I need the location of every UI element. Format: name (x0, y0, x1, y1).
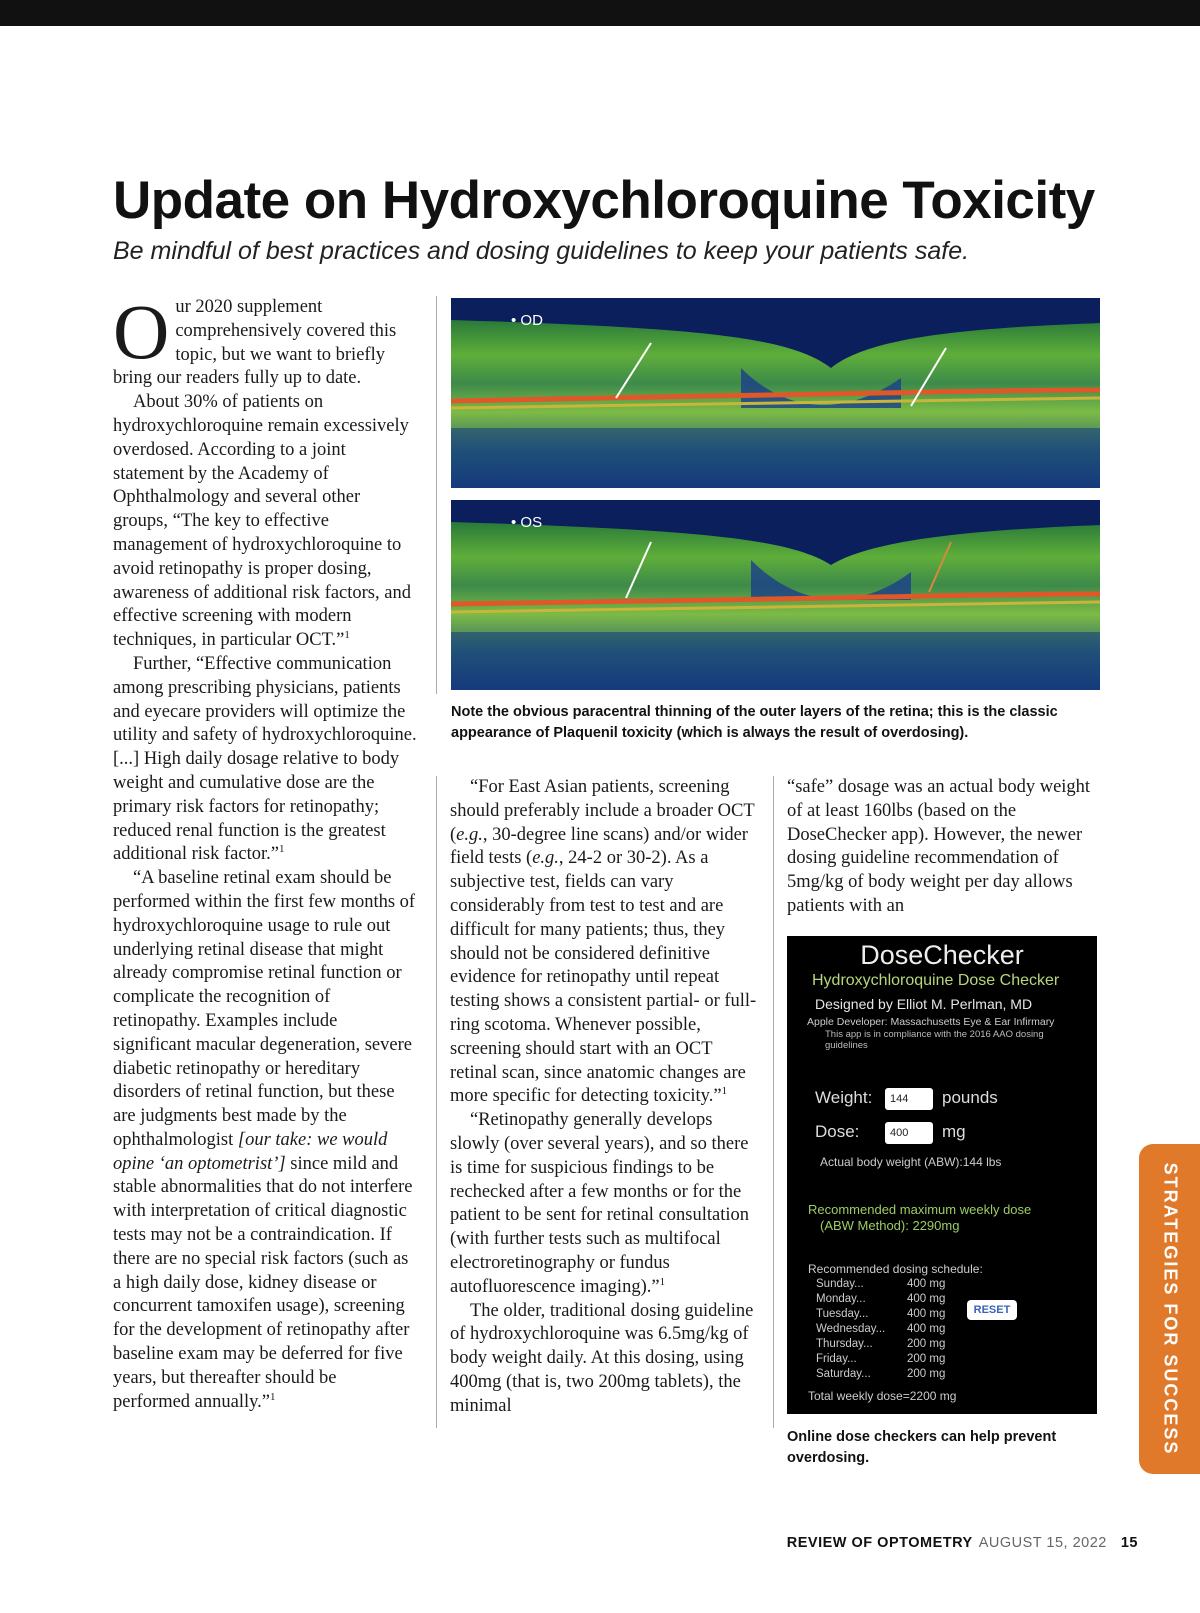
paragraph-intro (113, 288, 418, 391)
page-number: 15 (1120, 1535, 1138, 1551)
dosechecker-app-screenshot (787, 936, 1097, 1414)
schedule-day: Saturday... (816, 1368, 871, 1380)
page-footer (787, 1535, 1138, 1551)
schedule-title: Recommended dosing schedule: (808, 1262, 983, 1276)
schedule-day: Thursday... (816, 1338, 873, 1350)
schedule-dose: 200 mg (907, 1353, 946, 1365)
column-rule (773, 776, 774, 1428)
schedule-dose: 400 mg (907, 1278, 946, 1290)
app-subtitle: Hydroxychloroquine Dose Checker (812, 972, 1060, 989)
schedule-day: Tuesday... (816, 1308, 869, 1320)
issue-date: AUGUST 15, 2022 (978, 1535, 1107, 1551)
column-rule (436, 776, 437, 1428)
recommended-dose-line2: (ABW Method): 2290mg (820, 1218, 960, 1233)
dose-unit: mg (942, 1122, 966, 1141)
article-subtitle: Be mindful of best practices and dosing guidelines to keep your patients safe. (113, 237, 970, 265)
app-compliance: This app is in compliance with the 2016 AAO dosing guidelines (825, 1029, 1044, 1051)
paragraph: “For East Asian patients, screening should preferably include a broader OCT (e.g., 30-degree line scans) and/or wider field tests (e.g., 24-2 or 30-2). As a subjective test, fields can vary considerably from test to test and are difficult for many patients; thus, they should not be considered definitive evidence for retinopathy until repeat testing shows a consistent partial- or full-ring scotoma. Whenever possible, screening should start with an OCT retinal scan, since anatomic changes are more specific for detecting toxicity.”$^1$ (450, 777, 757, 1107)
paragraph: “safe” dosage was an actual body weight of at least 160lbs (based on the DoseChecker app). However, the newer dosing guideline recommendation of 5mg/kg of body weight per day allows patients with an (787, 777, 1091, 916)
total-weekly-dose: Total weekly dose=2200 mg (808, 1389, 957, 1403)
column-rule (436, 296, 437, 694)
section-tab-label: STRATEGIES FOR SUCCESS (1160, 1162, 1180, 1456)
paragraph: The older, traditional dosing guideline of hydroxychloroquine was 6.5mg/kg of body weight daily. At this dosing, using 400mg (that is, two 200mg tablets), the minimal (450, 1300, 754, 1416)
magazine-name: REVIEW OF OPTOMETRY (786, 1535, 973, 1551)
actual-body-weight: Actual body weight (ABW):144 lbs (820, 1155, 1002, 1169)
oct-image-os (451, 500, 1100, 690)
top-bar (0, 0, 1200, 26)
oct-image-od (451, 298, 1100, 488)
article-title: Update on Hydroxychloroquine Toxicity (113, 171, 1095, 230)
schedule-dose: 400 mg (907, 1323, 946, 1335)
schedule-dose: 200 mg (907, 1368, 946, 1380)
app-developer: Apple Developer: Massachusetts Eye & Ear Infirmary (807, 1016, 1055, 1028)
paragraph: “A baseline retinal exam should be performed within the first few months of hydroxychloroquine usage to rule out underlying retinal disease that might already compromise retinal function or complicate the recognition of retinopathy. Examples include significant macular degeneration, severe diabetic retinopathy or hereditary disorders of retinal function, but these are judgments best made by the ophthalmologist [our take: we would opine ‘an optometrist’] since mild and stable abnormalities that do not interfere with interpretation of critical diagnostic tests may not be a contraindication. If there are no special risk factors (such as a high daily dose, kidney disease or concurrent tamoxifen usage), screening for the development of retinopathy after baseline exam may be deferred for five years, but thereafter should be performed annually.”$^1$ (113, 868, 416, 1412)
schedule-day: Wednesday... (816, 1323, 886, 1335)
od-label: • OD (511, 312, 543, 329)
text-column-2 (450, 776, 760, 1419)
oct-scan-od (451, 298, 1100, 488)
schedule-day: Sunday... (816, 1278, 864, 1290)
text-column-1 (113, 288, 418, 1414)
intro-text: ur 2020 supplement comprehensively covered this topic, but we want to briefly bring our readers fully up to date. (113, 297, 397, 389)
reset-button[interactable]: RESET (967, 1300, 1017, 1320)
figure-caption-dosechecker: Online dose checkers can help prevent overdosing. (787, 1429, 1057, 1466)
dose-label: Dose: (815, 1122, 860, 1141)
schedule-dose: 400 mg (907, 1293, 946, 1305)
oct-scan-os (451, 500, 1100, 690)
editor-note: [our take: we would opine ‘an optometrist’] (113, 1129, 388, 1174)
footnote-ref: 1 (270, 1390, 276, 1403)
app-designer: Designed by Elliot M. Perlman, MD (815, 996, 1033, 1012)
drop-cap: O (113, 288, 170, 375)
text-column-3 (787, 776, 1097, 919)
weight-label: Weight: (815, 1088, 873, 1107)
paragraph: “Retinopathy generally develops slowly (over several years), and so there is time for suspicious findings to be rechecked after a few months or for the patient to be sent for retinal consultation (with further tests such as multifocal electroretinography or fundus autofluorescence imaging).”$^1$ (450, 1110, 749, 1297)
footnote-ref: 1 (721, 1085, 728, 1098)
dose-input[interactable]: 400 (885, 1122, 933, 1144)
figure-caption-oct: Note the obvious paracentral thinning of the outer layers of the retina; this is the classic appearance of Plaquenil toxicity (which is always the result of overdosing). (451, 704, 1058, 741)
weight-input[interactable]: 144 (885, 1088, 933, 1110)
os-label: • OS (511, 514, 543, 531)
paragraph: About 30% of patients on hydroxychloroquine remain excessively overdosed. According to a joint statement by the Academy of Ophthalmology and several other groups, “The key to effective management of hydroxychloroquine to avoid retinopathy is proper dosing, awareness of additional risk factors, and effective screening with modern techniques, in particular OCT.”$^1$ (113, 392, 411, 651)
paragraph: Further, “Effective communication among prescribing physicians, patients and eyecare providers will optimize the utility and safety of hydroxychloroquine. [...] High daily dosage relative to body weight and cumulative dose are the primary risk factors for retinopathy; reduced renal function is the greatest additional risk factor.”$^1$ (113, 653, 417, 865)
footnote-ref: 1 (659, 1275, 666, 1288)
schedule-dose: 200 mg (907, 1338, 946, 1350)
schedule-dose: 400 mg (907, 1308, 946, 1320)
schedule-day: Monday... (816, 1293, 866, 1305)
footnote-ref: 1 (344, 629, 350, 641)
section-tab (1139, 1144, 1200, 1474)
schedule-day: Friday... (816, 1353, 857, 1365)
footnote-ref: 1 (278, 843, 285, 856)
weight-unit: pounds (942, 1088, 998, 1107)
app-title: DoseChecker (860, 940, 1024, 970)
recommended-dose-line1: Recommended maximum weekly dose (808, 1202, 1032, 1217)
